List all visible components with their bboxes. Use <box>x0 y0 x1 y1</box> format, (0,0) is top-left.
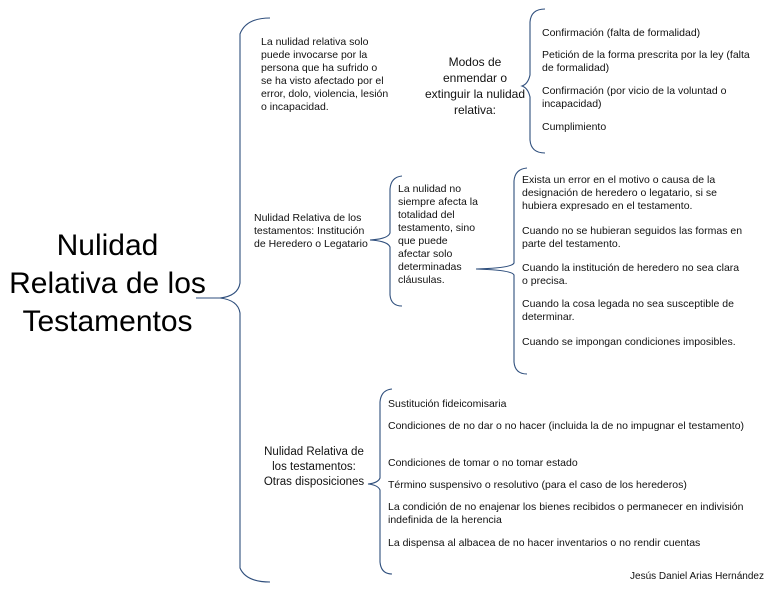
institucion-sublabel: La nulidad no siempre afecta la totalidad del testamento, sino que puede afectar solo determinadas cláusulas. <box>398 183 478 286</box>
causales-bracket <box>476 168 527 374</box>
otras-item: Sustitución fideicomisaria <box>388 398 507 410</box>
modos-item: Petición de la forma prescrita por la ley (falta de formalidad) <box>542 49 750 74</box>
institucion-label: Nulidad Relativa de los testamentos: Institución de Heredero o Legatario <box>254 212 368 250</box>
causal-item: Cuando se impongan condiciones imposibles. <box>522 336 736 348</box>
modos-item: Confirmación (falta de formalidad) <box>542 27 701 39</box>
author-credit: Jesús Daniel Arias Hernández <box>630 571 764 582</box>
otras-label: Nulidad Relativa de los testamentos: Otras disposiciones <box>263 446 365 488</box>
modos-label: Modos de enmendar o extinguir la nulidad relativa: <box>424 55 526 117</box>
modos-item: Cumplimiento <box>542 121 607 133</box>
otras-item: Término suspensivo o resolutivo (para el caso de los herederos) <box>388 479 687 491</box>
causal-item: Exista un error en el motivo o causa de la designación de heredero o legatario, si se hubiera expresado en el testamento. <box>522 174 717 212</box>
otras-item: La dispensa al albacea de no hacer inventarios o no rendir cuentas <box>388 537 701 549</box>
main-title: Nulidad Relativa de los Testamentos <box>9 229 206 338</box>
modos-item: Confirmación (por vicio de la voluntad o incapacidad) <box>542 85 727 110</box>
persona-text: La nulidad relativa solo puede invocarse por la persona que ha sufrido o se ha visto afectado por el error, dolo, violencia, lesión o incapacidad. <box>261 36 389 113</box>
causal-item: Cuando la cosa legada no sea susceptible de determinar. <box>522 298 734 323</box>
causal-item: Cuando la institución de heredero no sea clara o precisa. <box>522 262 740 287</box>
otras-item: Condiciones de tomar o no tomar estado <box>388 457 578 469</box>
causal-item: Cuando no se hubieran seguidos las formas en parte del testamento. <box>522 225 743 250</box>
otras-item: Condiciones de no dar o no hacer (incluida la de no impugnar el testamento) <box>388 420 745 432</box>
otras-item: La condición de no enajenar los bienes recibidos o permanecer en indivisión indefinida de la herencia <box>388 501 744 526</box>
